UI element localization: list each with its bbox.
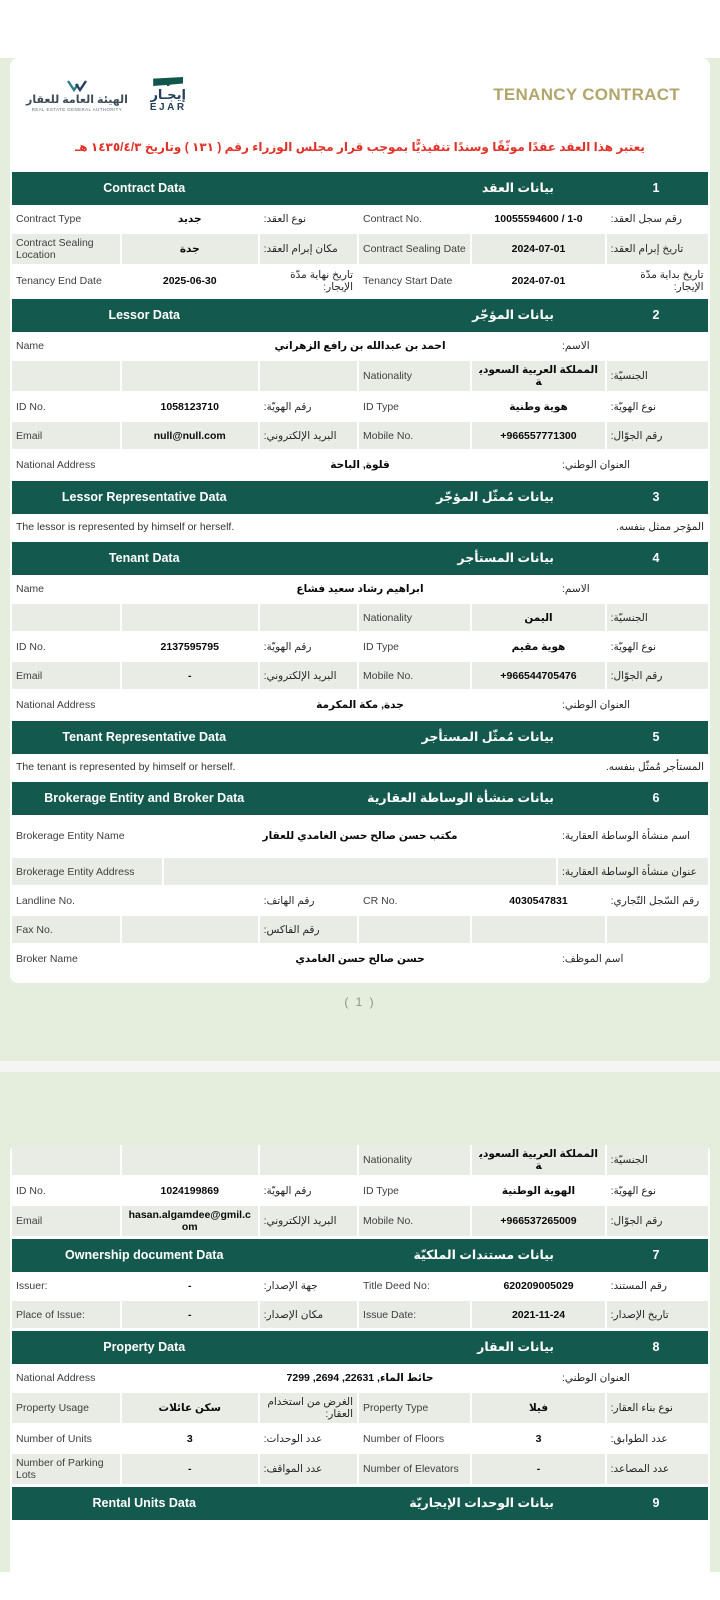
field-row bbox=[12, 633, 708, 660]
section-number: 2 bbox=[652, 308, 660, 322]
field-label-en bbox=[12, 361, 120, 391]
field-label-ar: عنوان منشأة الوساطة العقارية: bbox=[558, 858, 708, 885]
section-title-ar: بيانات المؤجّر bbox=[472, 308, 554, 322]
field-value: مكتب حسن صالح حسن الغامدي للعقار bbox=[164, 815, 556, 856]
section-header-bar bbox=[12, 542, 708, 575]
field-row bbox=[12, 332, 708, 359]
field-row bbox=[12, 575, 708, 602]
field-label-en: Fax No. bbox=[12, 916, 120, 943]
field-label-ar: العنوان الوطني: bbox=[558, 691, 708, 718]
section-title-en: Rental Units Data bbox=[92, 1496, 196, 1510]
field-value: سكن عائلات bbox=[122, 1393, 258, 1423]
field-label-en: ID No. bbox=[12, 633, 120, 660]
field-label-en: National Address bbox=[12, 451, 162, 478]
field-label-ar bbox=[260, 1145, 357, 1175]
rega-logo bbox=[26, 79, 128, 112]
field-label-en: ID Type bbox=[359, 393, 470, 420]
field-row bbox=[12, 1301, 708, 1328]
rega-name-en: REAL ESTATE GENERAL AUTHORITY bbox=[31, 106, 123, 112]
top-margin bbox=[0, 0, 720, 58]
field-value: المملكة العربية السعودية bbox=[472, 361, 604, 391]
field-value: قلوة, الباحة bbox=[164, 451, 556, 478]
contract-page-2 bbox=[0, 1072, 720, 1572]
section-header-bar bbox=[12, 1331, 708, 1364]
bottom-margin bbox=[0, 1572, 720, 1600]
section-title-en: Ownership document Data bbox=[65, 1248, 224, 1262]
field-value bbox=[164, 858, 556, 885]
field-value: جدة bbox=[122, 234, 258, 264]
section-number: 4 bbox=[652, 551, 660, 565]
field-value: - bbox=[122, 662, 258, 689]
field-label-en: Tenancy Start Date bbox=[359, 266, 470, 296]
field-row bbox=[12, 422, 708, 449]
field-label-ar: تاريخ الإصدار: bbox=[607, 1301, 708, 1328]
field-label-ar: الغرض من استخدام العقار: bbox=[260, 1393, 357, 1423]
field-label-en: National Address bbox=[12, 1364, 162, 1391]
field-value bbox=[122, 916, 258, 943]
field-value: جدة, مكة المكرمة bbox=[164, 691, 556, 718]
section-number: 1 bbox=[652, 181, 660, 195]
representation-note-row bbox=[12, 754, 708, 779]
field-value: - bbox=[122, 1272, 258, 1299]
section-header-bar bbox=[12, 782, 708, 815]
field-label-ar: رقم الهويّة: bbox=[260, 633, 357, 660]
section-header-bar bbox=[12, 721, 708, 754]
rega-name-ar: الهيئة العامة للعقار bbox=[26, 93, 128, 106]
field-row bbox=[12, 1145, 708, 1175]
field-label-en: Email bbox=[12, 1206, 120, 1236]
field-value: 620209005029 bbox=[472, 1272, 604, 1299]
section-title-en: Tenant Data bbox=[108, 551, 180, 565]
field-row bbox=[12, 662, 708, 689]
field-label-ar: البريد الإلكتروني: bbox=[260, 422, 357, 449]
field-value: - bbox=[472, 1454, 604, 1484]
section-title-ar: بيانات المستأجر bbox=[457, 551, 554, 565]
ejar-name-ar: إيجـار bbox=[150, 87, 186, 102]
field-label-en: Mobile No. bbox=[359, 662, 470, 689]
field-label-en: Number of Units bbox=[12, 1425, 120, 1452]
field-row bbox=[12, 1177, 708, 1204]
field-label-ar: رقم المستند: bbox=[607, 1272, 708, 1299]
field-label-ar: الاسم: bbox=[558, 332, 708, 359]
field-value: - bbox=[122, 1301, 258, 1328]
field-row bbox=[12, 234, 708, 264]
field-value: حسن صالح حسن الغامدي bbox=[164, 945, 556, 972]
section-number: 3 bbox=[652, 490, 660, 504]
field-row bbox=[12, 916, 708, 943]
field-value: احمد بن عبدالله بن رافع الزهراني bbox=[164, 332, 556, 359]
field-label-en: ID No. bbox=[12, 393, 120, 420]
field-label-ar: البريد الإلكتروني: bbox=[260, 1206, 357, 1236]
field-label-en: Email bbox=[12, 662, 120, 689]
page-separator bbox=[0, 1061, 720, 1072]
field-label-ar: الجنسيّة: bbox=[607, 361, 708, 391]
field-label-ar: اسم منشأة الوساطة العقارية: bbox=[558, 815, 708, 856]
field-label-en: ID Type bbox=[359, 633, 470, 660]
field-label-ar: مكان إبرام العقد: bbox=[260, 234, 357, 264]
field-label-en: Title Deed No: bbox=[359, 1272, 470, 1299]
page-2-sections bbox=[12, 1145, 708, 1520]
section-number: 6 bbox=[652, 791, 660, 805]
field-label-en: Brokerage Entity Name bbox=[12, 815, 162, 856]
field-label-ar bbox=[260, 604, 357, 631]
field-label-ar: جهة الإصدار: bbox=[260, 1272, 357, 1299]
field-value: 2137595795 bbox=[122, 633, 258, 660]
field-label-en: Name bbox=[12, 575, 162, 602]
legal-disclaimer: يعتبر هذا العقد عقدًا موثّقًا وسندًا تنفيذيًّا بموجب قرار مجلس الوزراء رقم ( ١٣١ ) وتاريخ ١٤٣٥/٤/٣ هـ bbox=[75, 140, 645, 154]
field-label-en: Email bbox=[12, 422, 120, 449]
field-value: 2024-07-01 bbox=[472, 234, 604, 264]
field-value: - bbox=[122, 1454, 258, 1484]
field-label-ar bbox=[607, 916, 708, 943]
section-title-en: Property Data bbox=[103, 1340, 186, 1354]
section-header-bar bbox=[12, 1487, 708, 1520]
section-number: 5 bbox=[652, 730, 660, 744]
field-label-ar: نوع بناء العقار: bbox=[607, 1393, 708, 1423]
field-value: فيلا bbox=[472, 1393, 604, 1423]
field-value: 3 bbox=[472, 1425, 604, 1452]
field-row bbox=[12, 1454, 708, 1484]
field-value: هوية وطنية bbox=[472, 393, 604, 420]
note-text-ar: المؤجر ممثل بنفسه. bbox=[616, 520, 704, 533]
field-label-ar: نوع الهويّة: bbox=[607, 1177, 708, 1204]
field-label-ar: عدد الطوابق: bbox=[607, 1425, 708, 1452]
section-title-ar: بيانات مُمثّل المستأجر bbox=[421, 730, 554, 744]
field-label-en: Issue Date: bbox=[359, 1301, 470, 1328]
field-row bbox=[12, 361, 708, 391]
field-label-en: Mobile No. bbox=[359, 1206, 470, 1236]
field-value bbox=[122, 361, 258, 391]
field-label-ar: تاريخ إبرام العقد: bbox=[607, 234, 708, 264]
section-header-bar bbox=[12, 481, 708, 514]
field-value bbox=[122, 887, 258, 914]
field-value: +966557771300 bbox=[472, 422, 604, 449]
field-value: هوية مقيم bbox=[472, 633, 604, 660]
field-row bbox=[12, 691, 708, 718]
section-number: 9 bbox=[652, 1496, 660, 1510]
document-title: TENANCY CONTRACT bbox=[493, 85, 680, 104]
field-label-en: Broker Name bbox=[12, 945, 162, 972]
field-value bbox=[122, 1145, 258, 1175]
field-label-ar: الجنسيّة: bbox=[607, 604, 708, 631]
page-2-card bbox=[10, 1145, 710, 1572]
field-label-en bbox=[12, 604, 120, 631]
field-label-ar: عدد المواقف: bbox=[260, 1454, 357, 1484]
field-label-en: Property Type bbox=[359, 1393, 470, 1423]
page-1-card bbox=[10, 58, 710, 983]
section-title-en: Lessor Data bbox=[108, 308, 181, 322]
section-number: 7 bbox=[652, 1248, 660, 1262]
field-value: الهوية الوطنية bbox=[472, 1177, 604, 1204]
section-title-en: Tenant Representative Data bbox=[62, 730, 227, 744]
field-value: 3 bbox=[122, 1425, 258, 1452]
note-text-en: The tenant is represented by himself or herself. bbox=[16, 760, 236, 773]
section-title-ar: بيانات مستندات الملكيّة bbox=[413, 1248, 554, 1262]
field-label-en: Number of Elevators bbox=[359, 1454, 470, 1484]
field-label-ar: نوع الهويّة: bbox=[607, 633, 708, 660]
field-value: null@null.com bbox=[122, 422, 258, 449]
field-label-ar bbox=[260, 361, 357, 391]
field-row bbox=[12, 1425, 708, 1452]
field-label-ar: تاريخ نهاية مدّة الإيجار: bbox=[260, 266, 357, 296]
field-value: حائط الماء, 22631, 2694, 7299 bbox=[164, 1364, 556, 1391]
field-row bbox=[12, 266, 708, 296]
field-label-ar: الاسم: bbox=[558, 575, 708, 602]
section-title-ar: بيانات العقار bbox=[477, 1340, 554, 1354]
contract-page-1 bbox=[0, 58, 720, 1061]
field-label-ar: رقم الهويّة: bbox=[260, 393, 357, 420]
representation-note-row bbox=[12, 514, 708, 539]
section-header-bar bbox=[12, 299, 708, 332]
field-label-en: Property Usage bbox=[12, 1393, 120, 1423]
field-label-en: ID Type bbox=[359, 1177, 470, 1204]
field-label-en: Nationality bbox=[359, 361, 470, 391]
field-value: +966537265009 bbox=[472, 1206, 604, 1236]
field-label-ar: رقم الجوّال: bbox=[607, 422, 708, 449]
field-row bbox=[12, 945, 708, 972]
field-label-ar: العنوان الوطني: bbox=[558, 1364, 708, 1391]
field-row bbox=[12, 1206, 708, 1236]
field-label-ar: رقم الجوّال: bbox=[607, 662, 708, 689]
ejar-flag-icon bbox=[153, 77, 183, 86]
field-value bbox=[472, 916, 604, 943]
field-label-en: Number of Floors bbox=[359, 1425, 470, 1452]
field-label-en: Name bbox=[12, 332, 162, 359]
field-value: 2025-06-30 bbox=[122, 266, 258, 296]
note-text-ar: المستأجر مُمثّل بنفسه. bbox=[605, 760, 704, 773]
section-title-ar: بيانات مُمثّل المؤجّر bbox=[436, 490, 554, 504]
field-label-en bbox=[12, 1145, 120, 1175]
section-header-bar bbox=[12, 172, 708, 205]
field-value: المملكة العربية السعودية bbox=[472, 1145, 604, 1175]
field-row bbox=[12, 393, 708, 420]
field-row bbox=[12, 604, 708, 631]
field-value: 10055594600 / 1-0 bbox=[472, 205, 604, 232]
field-label-en: Contract Sealing Date bbox=[359, 234, 470, 264]
section-title-en: Brokerage Entity and Broker Data bbox=[44, 791, 245, 805]
ejar-name-en: EJAR bbox=[149, 102, 187, 113]
field-label-en: National Address bbox=[12, 691, 162, 718]
page-number: ( 1 ) bbox=[344, 995, 376, 1009]
field-label-ar: البريد الإلكتروني: bbox=[260, 662, 357, 689]
field-row bbox=[12, 205, 708, 232]
field-label-en: Mobile No. bbox=[359, 422, 470, 449]
section-title-en: Lessor Representative Data bbox=[61, 490, 227, 504]
field-label-ar: رقم الهاتف: bbox=[260, 887, 357, 914]
field-row bbox=[12, 887, 708, 914]
field-row bbox=[12, 1393, 708, 1423]
field-label-en: Issuer: bbox=[12, 1272, 120, 1299]
rega-mark-icon bbox=[64, 79, 90, 92]
field-row bbox=[12, 1272, 708, 1299]
page-1-sections bbox=[12, 172, 708, 972]
field-label-ar: عدد الوحدات: bbox=[260, 1425, 357, 1452]
field-label-en: Landline No. bbox=[12, 887, 120, 914]
field-row bbox=[12, 451, 708, 478]
field-label-en: Contract Sealing Location bbox=[12, 234, 120, 264]
field-value: 4030547831 bbox=[472, 887, 604, 914]
field-row bbox=[12, 1364, 708, 1391]
field-label-ar: مكان الإصدار: bbox=[260, 1301, 357, 1328]
field-label-ar: اسم الموظف: bbox=[558, 945, 708, 972]
field-label-ar: رقم الجوّال: bbox=[607, 1206, 708, 1236]
field-value: جديد bbox=[122, 205, 258, 232]
field-label-ar: رقم الفاكس: bbox=[260, 916, 357, 943]
section-title-ar: بيانات الوحدات الإيجاريّة bbox=[409, 1496, 554, 1510]
note-text-en: The lessor is represented by himself or herself. bbox=[16, 520, 235, 533]
field-label-ar: رقم سجل العقد: bbox=[607, 205, 708, 232]
section-title-ar: بيانات العقد bbox=[481, 181, 554, 195]
field-label-en: ID No. bbox=[12, 1177, 120, 1204]
field-row bbox=[12, 815, 708, 856]
section-title-ar: بيانات منشأة الوساطة العقارية bbox=[367, 791, 554, 805]
field-label-ar: عدد المصاعد: bbox=[607, 1454, 708, 1484]
field-label-en: Contract Type bbox=[12, 205, 120, 232]
section-title-en: Contract Data bbox=[103, 181, 186, 195]
field-label-ar: نوع العقد: bbox=[260, 205, 357, 232]
field-label-en: Nationality bbox=[359, 604, 470, 631]
field-value: ابراهيم رشاد سعيد فشاع bbox=[164, 575, 556, 602]
field-label-en: Nationality bbox=[359, 1145, 470, 1175]
field-label-en: Number of Parking Lots bbox=[12, 1454, 120, 1484]
field-label-ar: الجنسيّة: bbox=[607, 1145, 708, 1175]
field-value: +966544705476 bbox=[472, 662, 604, 689]
field-row bbox=[12, 858, 708, 885]
field-label-ar: تاريخ بداية مدّة الإيجار: bbox=[607, 266, 708, 296]
field-label-ar: العنوان الوطني: bbox=[558, 451, 708, 478]
field-value: 2021-11-24 bbox=[472, 1301, 604, 1328]
field-label-en: CR No. bbox=[359, 887, 470, 914]
ejar-logo bbox=[150, 77, 187, 113]
field-value: 1024199869 bbox=[122, 1177, 258, 1204]
section-header-bar bbox=[12, 1239, 708, 1272]
field-label-ar: نوع الهويّة: bbox=[607, 393, 708, 420]
document-header bbox=[12, 58, 708, 118]
field-label-en: Contract No. bbox=[359, 205, 470, 232]
field-label-en: Place of Issue: bbox=[12, 1301, 120, 1328]
field-label-ar: رقم السّجل التّجاري: bbox=[607, 887, 708, 914]
field-label-ar: رقم الهويّة: bbox=[260, 1177, 357, 1204]
field-value: 2024-07-01 bbox=[472, 266, 604, 296]
field-label-en: Brokerage Entity Address bbox=[12, 858, 162, 885]
field-value: اليمن bbox=[472, 604, 604, 631]
field-label-en bbox=[359, 916, 470, 943]
section-number: 8 bbox=[652, 1340, 660, 1354]
field-value: 1058123710 bbox=[122, 393, 258, 420]
field-value: hasan.algamdee@gmil.com bbox=[122, 1206, 258, 1236]
field-value bbox=[122, 604, 258, 631]
field-label-en: Tenancy End Date bbox=[12, 266, 120, 296]
